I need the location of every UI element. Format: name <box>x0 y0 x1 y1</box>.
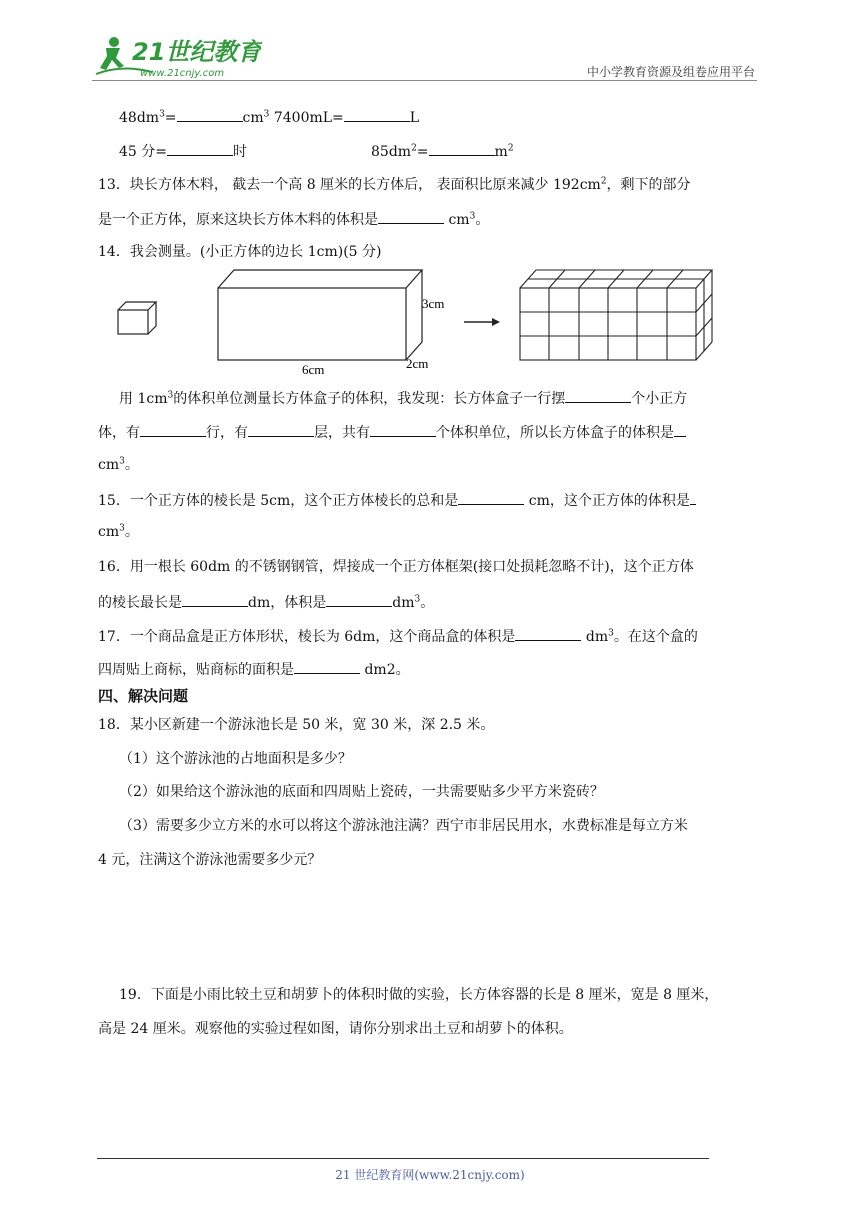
q17-line-2: 四周贴上商标，贴商标的面积是 dm2。 <box>98 659 410 679</box>
q18-intro: 18．某小区新建一个游泳池长是 50 米，宽 30 米，深 2.5 米。 <box>98 717 495 733</box>
header-platform-text: 中小学教育资源及组卷应用平台 <box>586 65 755 79</box>
footer-text: 21 世纪教育网(www.21cnjy.com) <box>335 1168 525 1182</box>
answer-blank[interactable] <box>140 422 206 437</box>
unit-cube-icon <box>118 302 156 334</box>
answer-blank[interactable] <box>294 659 360 674</box>
section-heading: 四、解决问题 <box>98 687 189 705</box>
site-logo <box>92 34 262 80</box>
header-divider <box>92 80 757 81</box>
q18-part-3-cont: 4 元，注满这个游泳池需要多少元？ <box>98 852 322 868</box>
label-width: 6cm <box>302 362 325 376</box>
q17-line-1: 17．一个商品盒是正方体形状，棱长为 6dm，这个商品盒的体积是 $dm^3$。在这个盒的 <box>98 626 698 646</box>
arrow-icon <box>464 318 500 326</box>
answer-blank[interactable] <box>429 141 495 156</box>
q18-part-1: （1）这个游泳池的占地面积是多少？ <box>119 751 352 767</box>
q14-line-2: 体，有 行，有 层，共有 个体积单位，所以长方体盒子的体积是 <box>98 422 686 442</box>
answer-blank[interactable] <box>167 141 233 156</box>
answer-blank[interactable] <box>182 592 248 607</box>
answer-blank[interactable] <box>248 422 314 437</box>
answer-blank[interactable] <box>378 209 444 224</box>
q15-line-1: 15．一个正方体的棱长是 5cm，这个正方体棱长的总和是 cm，这个正方体的体积是 <box>98 490 696 510</box>
answer-blank[interactable] <box>458 490 524 505</box>
q18-part-2: （2）如果给这个游泳池的底面和四周贴上瓷砖，一共需要贴多少平方米瓷砖？ <box>119 784 604 800</box>
filled-cubes-grid <box>520 270 712 360</box>
conversion-row-2b: $85dm^2= m^2$ <box>371 141 514 161</box>
answer-blank[interactable] <box>674 422 686 437</box>
q14-line-1: 用 $1cm^3$的体积单位测量长方体盒子的体积，我发现：长方体盒子一行摆 个小正方 <box>119 388 687 408</box>
q14-line-3: $cm^3$。 <box>98 456 139 473</box>
label-height: 3cm <box>422 296 445 311</box>
q13-line-1: 13．块长方体木料， 截去一个高 8 厘米的长方体后， 表面积比原来减少 $192cm^2$，剩下的部分 <box>98 176 691 193</box>
answer-blank[interactable] <box>370 422 436 437</box>
q19-line-1: 19．下面是小雨比较土豆和胡萝卜的体积时做的实验，长方体容器的长是 8 厘米，宽是 8 厘米， <box>119 987 719 1003</box>
q15-line-2: $cm^3$。 <box>98 523 139 540</box>
conversion-row-1: $48dm^3= cm^3$ 7400mL= L <box>119 107 419 127</box>
q14-title: 14．我会测量。(小正方体的边长 1cm)(5 分) <box>98 244 382 260</box>
q14-figure <box>112 264 722 376</box>
label-depth: 2cm <box>406 356 429 371</box>
cuboid-box <box>218 270 422 360</box>
answer-blank[interactable] <box>326 592 392 607</box>
answer-blank[interactable] <box>565 388 631 403</box>
q18-part-3: （3）需要多少立方米的水可以将这个游泳池注满？西宁市非居民用水，水费标准是每立方米 <box>119 818 688 834</box>
q16-line-1: 16．用一根长 60dm 的不锈钢钢管，焊接成一个正方体框架(接口处损耗忽略不计)，这个正方体 <box>98 559 694 575</box>
footer-divider <box>97 1158 709 1159</box>
answer-blank[interactable] <box>344 107 410 122</box>
answer-blank[interactable] <box>177 107 243 122</box>
q19-line-2: 高是 24 厘米。观察他的实验过程如图，请你分别求出土豆和胡萝卜的体积。 <box>98 1021 573 1037</box>
logo-url: www.21cnjy.com <box>140 68 225 79</box>
answer-blank[interactable] <box>515 626 581 641</box>
answer-blank[interactable] <box>690 490 696 505</box>
q16-line-2: 的棱长最长是 dm，体积是 $dm^3$。 <box>98 592 434 612</box>
logo-text: 21世纪教育 <box>132 38 262 66</box>
q13-line-2: 是一个正方体，原来这块长方体木料的体积是 $cm^3$。 <box>98 209 489 229</box>
conversion-row-2: 45 分= 时 <box>119 141 247 161</box>
